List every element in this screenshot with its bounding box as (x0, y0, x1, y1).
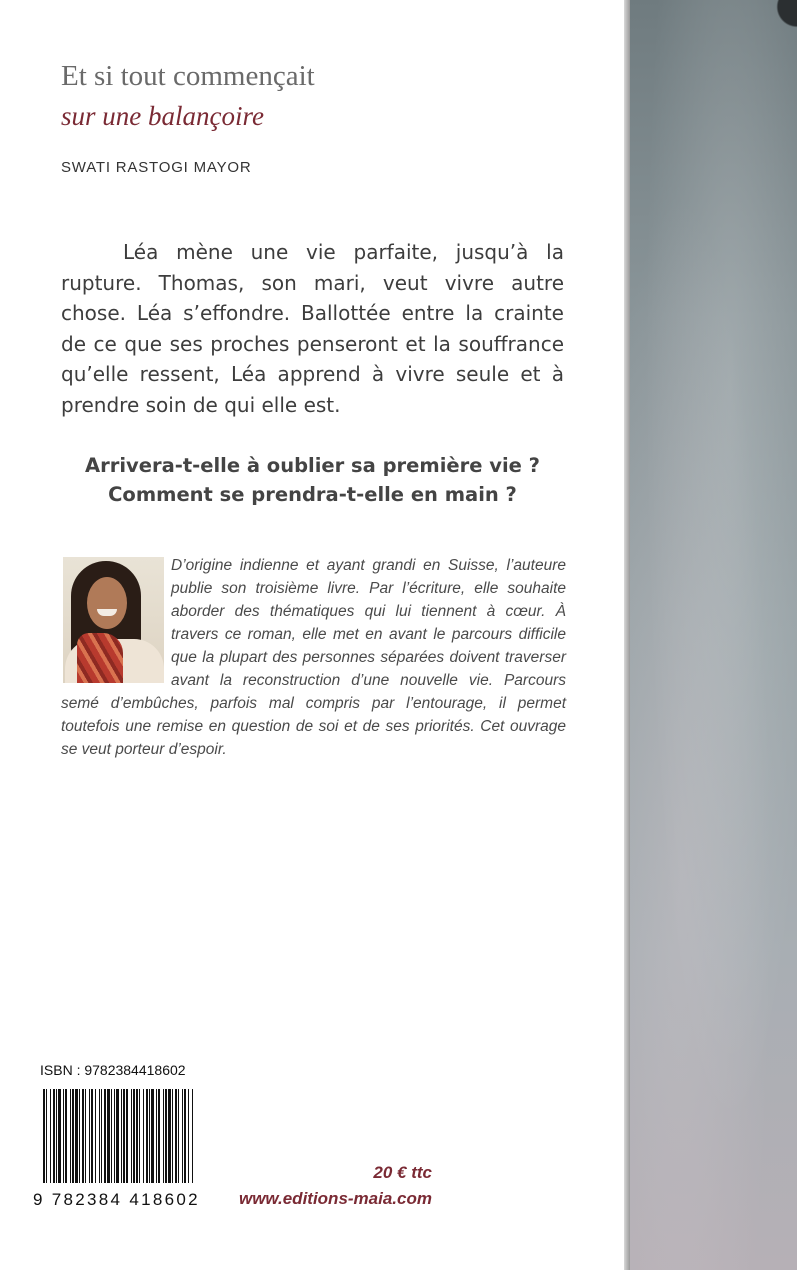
barcode-bar (75, 1089, 78, 1183)
barcode-bar (79, 1089, 80, 1183)
barcode-bar (188, 1089, 189, 1183)
barcode-bar (149, 1089, 150, 1183)
barcode-bar (91, 1089, 93, 1183)
barcode-bar (89, 1089, 90, 1183)
barcode-bar (56, 1089, 57, 1183)
book-title: Et si tout commençait (61, 60, 315, 92)
author-photo (63, 557, 164, 683)
barcode-bar (114, 1089, 115, 1183)
front-cover-edge-detail (776, 0, 797, 34)
barcode-bar (46, 1089, 47, 1183)
barcode-bar (178, 1089, 179, 1183)
barcode-bar (184, 1089, 186, 1183)
barcode-bar (85, 1089, 86, 1183)
barcode-bar (111, 1089, 112, 1183)
barcode-bar (175, 1089, 177, 1183)
book-subtitle: sur une balançoire (61, 101, 264, 131)
barcode-bar (151, 1089, 154, 1183)
barcode-bar (126, 1089, 128, 1183)
barcode-bar (156, 1089, 157, 1183)
barcode-bar (136, 1089, 138, 1183)
barcode-bar (104, 1089, 106, 1183)
barcode-bar (50, 1089, 51, 1183)
isbn-label: ISBN : 9782384418602 (40, 1062, 186, 1078)
barcode-bar (53, 1089, 55, 1183)
barcode-bar (158, 1089, 160, 1183)
teaser-questions (61, 451, 564, 509)
front-cover-sky-image (630, 0, 797, 1270)
publisher-website[interactable]: www.editions-maia.com (238, 1189, 432, 1208)
barcode-bar (107, 1089, 110, 1183)
barcode-bar (165, 1089, 167, 1183)
barcode-bar (133, 1089, 135, 1183)
barcode-bar (172, 1089, 173, 1183)
barcode-bar (139, 1089, 140, 1183)
barcode-bar (70, 1089, 71, 1183)
barcode-digits: 9 782384 418602 (33, 1190, 200, 1209)
barcode-bar (123, 1089, 125, 1183)
price: 20 € ttc (373, 1163, 432, 1182)
barcode-bar (43, 1089, 45, 1183)
barcode-bar (116, 1089, 119, 1183)
author-name: SWATI RASTOGI MAYOR (61, 159, 252, 176)
barcode-bar (182, 1089, 183, 1183)
barcode-bar (121, 1089, 122, 1183)
barcode-bar (99, 1089, 100, 1183)
barcode-bar (163, 1089, 164, 1183)
barcode-bar (168, 1089, 171, 1183)
barcode-bar (131, 1089, 132, 1183)
barcode-bar (58, 1089, 61, 1183)
barcode (43, 1089, 194, 1183)
barcode-bar (101, 1089, 102, 1183)
barcode-bar (82, 1089, 84, 1183)
synopsis-text: Léa mène une vie parfaite, jusqu’à la rupture. Thomas, son mari, veut vivre autre chose. Léa s’effondre. Ballottée entre la crainte de ce que ses proches penseront et la souffrance qu’elle ressent, Léa apprend à vivre seule et à prendre soin de qui elle est. (61, 240, 564, 417)
barcode-bar (192, 1089, 193, 1183)
author-bio-text: D’origine indienne et ayant grandi en Suisse, l’auteure publie son troisième livre. Par l’écriture, elle souhaite aborder des thématiques qui lui tiennent à cœur. À travers ce roman, elle met en avant le parcours difficile que la plupart des personnes séparées doivent traverser avant la reconstruction d’une nouvelle vie. Parcours semé d’embûches, parfois mal compris par l’entourage, il permet toutefois une remise en question de soi et de ses priorités. Cet ouvrage se veut porteur d’espoir. (61, 557, 566, 758)
barcode-bar (95, 1089, 96, 1183)
barcode-bar (65, 1089, 67, 1183)
teaser-question-1: Arrivera-t-elle à oublier sa première vie ? (85, 454, 540, 477)
barcode-bar (146, 1089, 148, 1183)
teaser-question-2: Comment se prendra-t-elle en main ? (108, 483, 517, 506)
barcode-bar (72, 1089, 74, 1183)
barcode-bar (63, 1089, 64, 1183)
barcode-bar (143, 1089, 144, 1183)
